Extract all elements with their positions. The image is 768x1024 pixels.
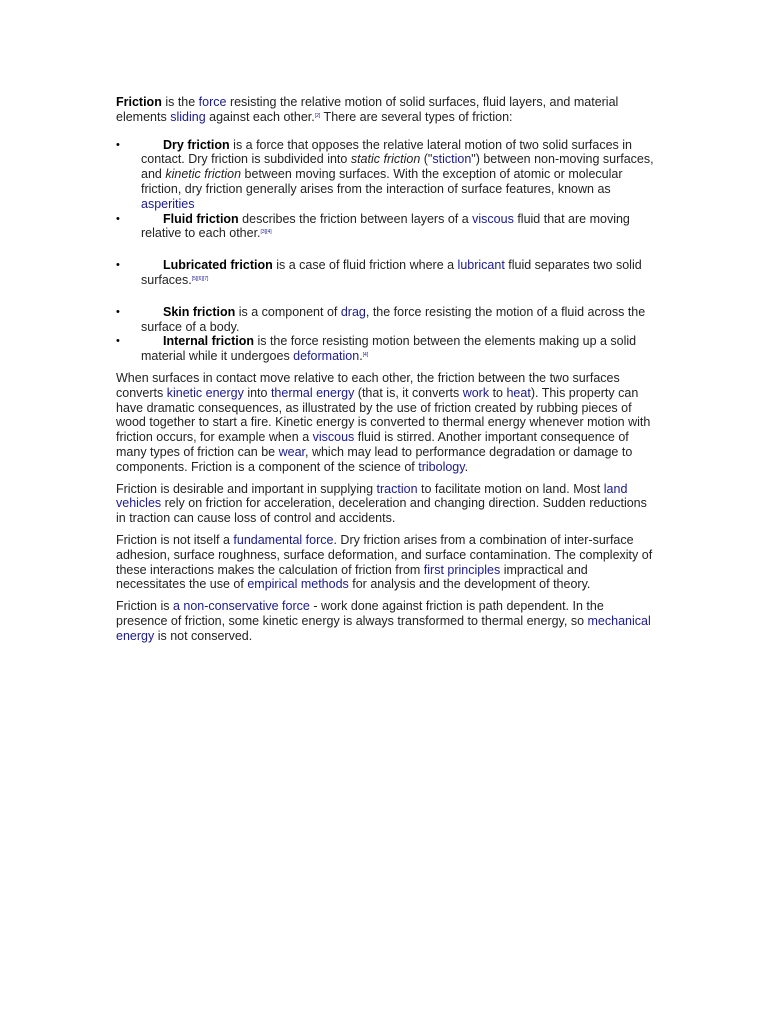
text: Friction is (116, 599, 173, 614)
text: , the force resisting the motion of a fluid across the surface of a body. (141, 304, 646, 334)
document-page (116, 95, 656, 651)
link-deformation[interactable]: deformation (293, 349, 360, 364)
text: When surfaces in contact move relative to each other, the friction between the two surfaces converts (116, 370, 620, 400)
text: fluid that are moving relative to each other. (141, 211, 630, 241)
link-force[interactable]: force (198, 95, 227, 109)
text: Friction is not itself a (116, 532, 234, 547)
link-non-conservative-force[interactable]: a non-conservative force (172, 599, 310, 614)
link-heat[interactable]: heat (506, 385, 531, 400)
term-dry-friction: Dry friction (163, 137, 230, 152)
text: between moving surfaces. With the exception of atomic or molecular friction, dry friction generally arises from the interaction of surface features, known as (141, 167, 623, 196)
link-viscous[interactable]: viscous (312, 430, 355, 445)
term-internal-friction: Internal friction (163, 334, 254, 349)
text: ") between non-moving surfaces, and (141, 152, 654, 182)
bullet: • (116, 335, 120, 348)
text: (that is, it converts (354, 385, 463, 400)
text: is not conserved. (154, 628, 253, 643)
text: . (464, 459, 469, 474)
text: There are several types of friction: (320, 109, 513, 124)
bullet: • (116, 138, 120, 151)
text: for analysis and the development of theory. (348, 577, 591, 592)
list-item-lubricated-friction (116, 258, 656, 288)
text: into (243, 385, 271, 400)
text: , which may lead to performance degradation or damage to components. Friction is a component of the science of (116, 444, 633, 474)
intro-paragraph (116, 95, 656, 125)
link-traction[interactable]: traction (376, 481, 418, 496)
bullet: • (116, 259, 120, 272)
list-item-fluid-friction (116, 212, 656, 242)
reference-link[interactable]: [5][6][7] (191, 275, 209, 282)
text: impractical and necessitates the use of (116, 562, 588, 592)
text: ). This property can have dramatic consequences, as illustrated by the use of friction created by rubbing pieces of wood together to start a fire. Kinetic energy is converted to thermal energy whenever motion with friction occurs, for example when a (116, 385, 651, 445)
term-kinetic-friction: kinetic friction (165, 167, 242, 182)
text: resisting the relative motion of solid surfaces, fluid layers, and material elements (116, 95, 619, 124)
text: against each other. (205, 109, 315, 124)
link-first-principles[interactable]: first principles (423, 562, 501, 577)
link-work[interactable]: work (462, 385, 490, 400)
bullet: • (116, 212, 120, 225)
list-item-dry-friction (116, 138, 656, 212)
list-item-skin-friction (116, 305, 656, 335)
link-fundamental-force[interactable]: fundamental force (233, 532, 334, 547)
link-drag[interactable]: drag (340, 304, 366, 319)
text: is a case of fluid friction where a (272, 258, 458, 273)
link-empirical-methods[interactable]: empirical methods (247, 577, 349, 592)
non-conservative-paragraph (116, 599, 656, 643)
text: fluid is stirred. Another important consequence of many types of friction can be (116, 430, 629, 459)
text: is the (161, 95, 199, 109)
link-tribology[interactable]: tribology (418, 459, 465, 474)
link-asperities[interactable]: asperities (141, 196, 195, 211)
traction-paragraph (116, 482, 656, 526)
text: - work done against friction is path dependent. In the presence of friction, some kinetic energy is always transformed to thermal energy, so (116, 599, 604, 628)
reference-link[interactable]: [2] (314, 112, 321, 119)
link-wear[interactable]: wear (278, 444, 305, 459)
link-thermal-energy[interactable]: thermal energy (270, 385, 355, 400)
text: describes the friction between layers of a (238, 211, 473, 226)
text: to facilitate motion on land. Most (417, 481, 604, 496)
text: (" (420, 152, 433, 167)
link-lubricant[interactable]: lubricant (457, 258, 505, 273)
term-friction: Friction (116, 95, 162, 109)
text: is the force resisting motion between the elements making up a solid material while it undergoes (141, 334, 637, 364)
text: is a force that opposes the relative lateral motion of two solid surfaces in contact. Dry friction is subdivided into (141, 137, 632, 167)
text: is a component of (235, 304, 341, 319)
term-fluid-friction: Fluid friction (163, 211, 239, 226)
text: . Dry friction arises from a combination of inter-surface adhesion, surface roughness, surface deformation, and surface contamination. The complexity of these interactions makes the calculation of friction from (116, 532, 653, 577)
reference-link[interactable]: [4] (362, 352, 369, 359)
text: rely on friction for acceleration, deceleration and changing direction. Sudden reductions in traction can cause loss of control and accidents. (116, 496, 647, 526)
text: Friction is desirable and important in supplying (116, 481, 377, 496)
friction-types-list (116, 138, 656, 364)
energy-paragraph (116, 371, 656, 475)
text: fluid separates two solid surfaces. (141, 258, 642, 287)
list-item-internal-friction (116, 334, 656, 364)
link-stiction[interactable]: stiction (432, 152, 472, 167)
bullet: • (116, 305, 120, 318)
text: to (489, 385, 507, 400)
reference-link[interactable]: [3][4] (260, 229, 272, 236)
link-land-vehicles[interactable]: land vehicles (116, 481, 628, 511)
link-sliding[interactable]: sliding (170, 109, 206, 124)
fundamental-force-paragraph (116, 533, 656, 592)
text: . (359, 349, 363, 364)
term-static-friction: static friction (350, 152, 421, 167)
term-lubricated-friction: Lubricated friction (163, 258, 273, 273)
link-viscous[interactable]: viscous (472, 211, 514, 226)
link-kinetic-energy[interactable]: kinetic energy (166, 385, 244, 400)
link-mechanical-energy[interactable]: mechanical energy (116, 613, 651, 643)
term-skin-friction: Skin friction (163, 304, 236, 319)
